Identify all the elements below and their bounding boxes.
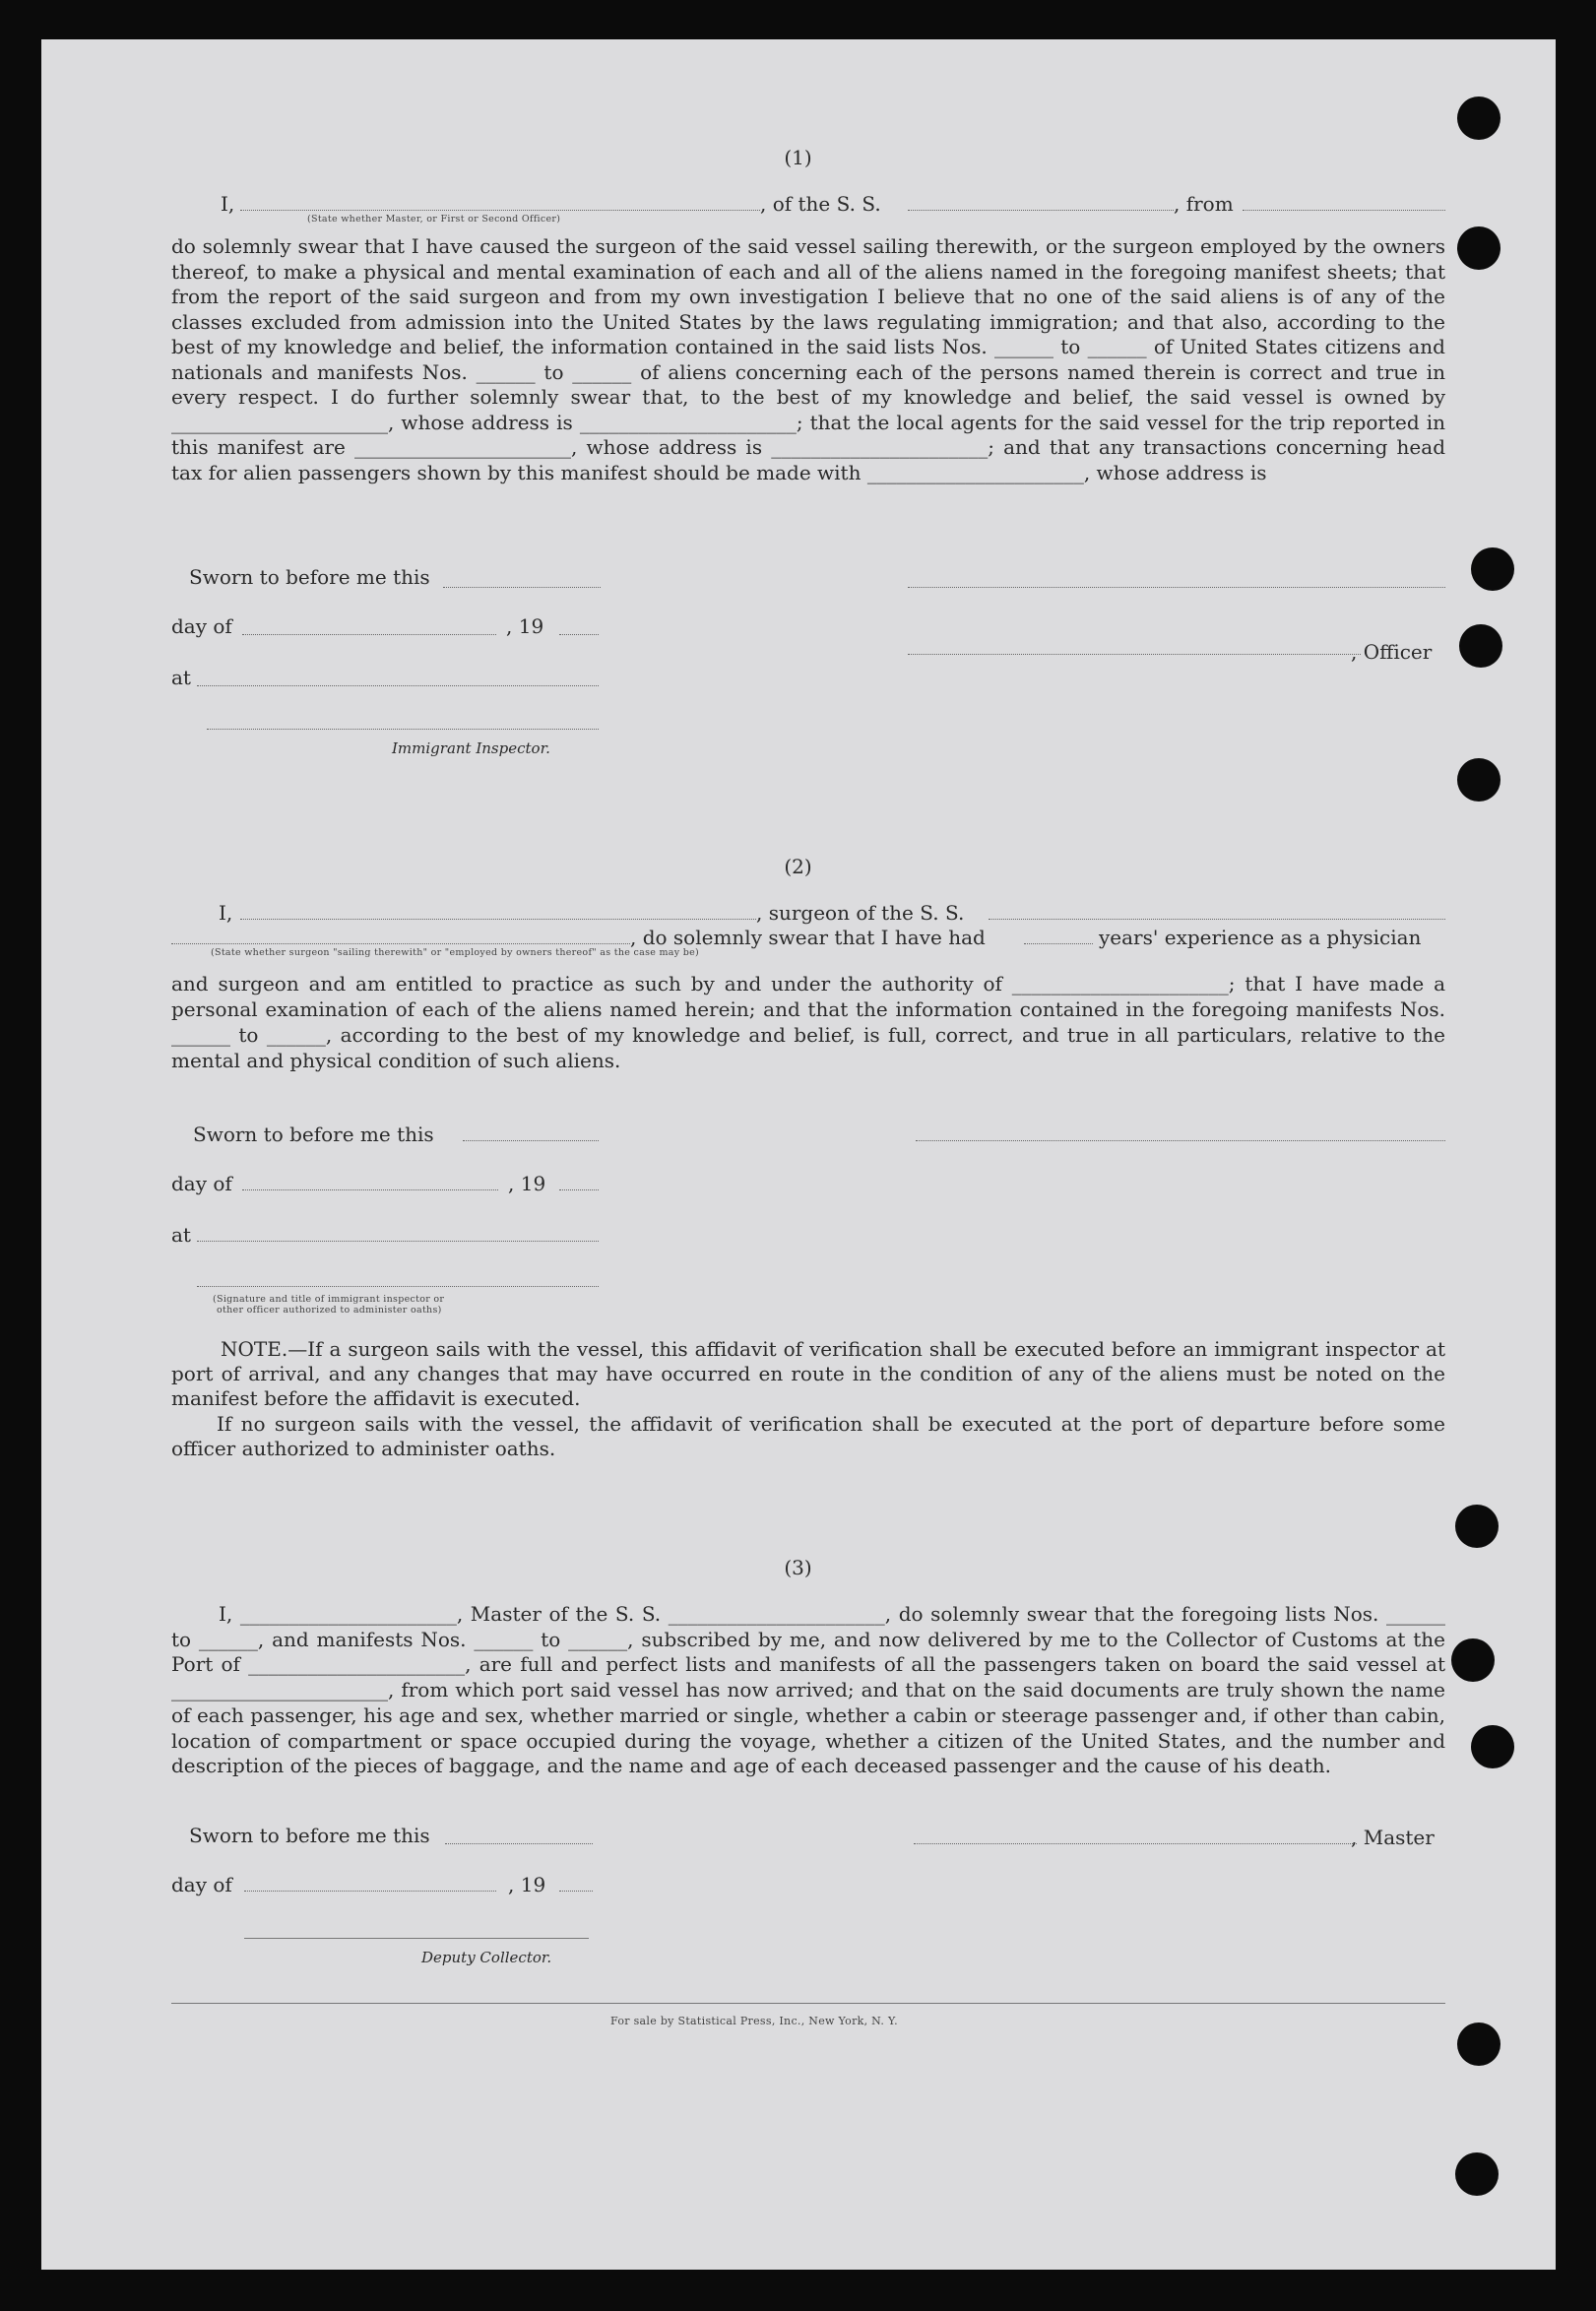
punch-hole	[1455, 2152, 1499, 2196]
s1-year-field[interactable]	[559, 634, 599, 635]
section-3-number: (3)	[784, 1556, 812, 1579]
s1-at-label: at	[171, 666, 191, 689]
s2-year-field[interactable]	[559, 1189, 599, 1190]
s2-officer-sign-line[interactable]	[197, 1286, 599, 1287]
s1-from-port-field[interactable]	[1243, 210, 1445, 211]
s2-day-of-label: day of	[171, 1172, 232, 1195]
s3-oath-text: I, ______________________, Master of the S. S. ______________________, do solemnly swear that the foregoing lists Nos. ______ to ______, and manifests Nos. ______ to ______, subscribed by me, and now delivered by me to the Collector of Customs at the Port of ______________________, are full and perfect lists and manifests of all the passengers taken on board the said vessel at ______________________, from which port said vessel has now arrived; and that on the said documents are truly shown the name of each passenger, his age and sex, whether married or single, whether a cabin or steerage passenger and, if other than cabin, location of compartment or space occupied during the voyage, whether a citizen of the United States, and the number and description of the pieces of baggage, and the name and age of each deceased passenger and the cause of his death.	[171, 1602, 1445, 1778]
s1-inspector-caption: Immigrant Inspector.	[392, 739, 550, 757]
s2-at-label: at	[171, 1223, 191, 1247]
s1-from: , from	[1174, 192, 1234, 216]
section-2-number: (2)	[784, 855, 812, 878]
section-1-number: (1)	[784, 146, 812, 169]
s3-year-field[interactable]	[559, 1891, 593, 1892]
s2-note-2: If no surgeon sails with the vessel, the affidavit of verification shall be executed at the port of departure before some officer authorized to administer oaths.	[171, 1412, 1445, 1460]
s3-sworn-field[interactable]	[445, 1843, 593, 1844]
punch-hole	[1457, 2022, 1500, 2066]
s2-sig-hint-1: (Signature and title of immigrant inspector or	[213, 1294, 445, 1305]
printer-imprint: For sale by Statistical Press, Inc., New York, N. Y.	[610, 2015, 898, 2027]
s1-ship-name-field[interactable]	[908, 210, 1174, 211]
punch-hole	[1457, 226, 1500, 270]
s2-surgeon-name-field[interactable]	[240, 919, 756, 920]
punch-hole	[1455, 1505, 1499, 1548]
s2-sworn-field[interactable]	[463, 1140, 599, 1141]
s2-sworn-label: Sworn to before me this	[193, 1123, 434, 1146]
s2-years-label: years' experience as a physician	[1099, 926, 1422, 949]
s3-year-label: , 19	[508, 1873, 546, 1896]
s3-deputy-caption: Deputy Collector.	[421, 1949, 552, 1966]
s1-signature-line[interactable]	[908, 587, 1445, 588]
s1-at-field[interactable]	[197, 685, 599, 686]
s2-oath-text: and surgeon and am entitled to practice as such by and under the authority of ______________________; that I have made a personal examination of each of the aliens named herein; and that the information contained in the foregoing manifests Nos. ______ to ______, according to the best of my knowledge and belief, is full, correct, and true in all particulars, relative to the mental and physical condition of such aliens.	[171, 972, 1445, 1072]
s1-day-of-label: day of	[171, 614, 232, 638]
punch-hole	[1459, 624, 1502, 668]
s1-officer-label: , Officer	[1351, 640, 1433, 664]
punch-hole	[1471, 547, 1514, 591]
s3-day-field[interactable]	[244, 1891, 496, 1892]
s3-sworn-label: Sworn to before me this	[189, 1824, 430, 1847]
s2-surgeon-of: , surgeon of the S. S.	[756, 901, 965, 925]
s3-day-of-label: day of	[171, 1873, 232, 1896]
punch-hole	[1457, 758, 1500, 802]
s1-officer-line[interactable]	[908, 654, 1361, 655]
s1-i: I,	[221, 192, 235, 216]
s1-inspector-line[interactable]	[207, 729, 599, 730]
s1-officer-field[interactable]	[240, 210, 760, 211]
s1-sworn-field[interactable]	[443, 587, 601, 588]
s2-at-field[interactable]	[197, 1241, 599, 1242]
s1-year-label: , 19	[506, 614, 544, 638]
s1-sworn-label: Sworn to before me this	[189, 565, 430, 589]
punch-hole	[1451, 1638, 1495, 1682]
s1-oath-text: do solemnly swear that I have caused the surgeon of the said vessel sailing therewith, or the surgeon employed by the owners thereof, to make a physical and mental examination of each and all of the aliens named in the foregoing manifest sheets; that from the report of the said surgeon and from my own investigation I believe that no one of the said aliens is of any of the classes excluded from admission into the United States by the laws regulating immigration; and that also, according to the best of my knowledge and belief, the information contained in the said lists Nos. ______ to ______ of United States citizens and nationals and manifests Nos. ______ to ______ of aliens concerning each of the persons named therein is correct and true in every respect. I do further solemnly swear that, to the best of my knowledge and belief, the said vessel is owned by ______________________, whose address is ______________________; that the local agents for the said vessel for the trip reported in this manifest are ______________________, whose address is ______________________; and that any transactions concerning head tax for alien passengers shown by this manifest should be made with ______________________, whose address is	[171, 234, 1445, 484]
s3-master-line[interactable]	[914, 1843, 1357, 1844]
footer-rule	[171, 2003, 1445, 2004]
s1-day-field[interactable]	[242, 634, 496, 635]
s2-i: I,	[219, 901, 233, 925]
s2-ship-name-field[interactable]	[989, 919, 1445, 920]
s2-capacity-field[interactable]	[171, 943, 630, 944]
s3-deputy-line[interactable]	[244, 1938, 589, 1939]
s2-signature-line[interactable]	[916, 1140, 1445, 1141]
s2-years-field[interactable]	[1024, 943, 1093, 944]
s2-note-1: NOTE.—If a surgeon sails with the vessel, this affidavit of verification shall be executed before an immigrant inspector at port of arrival, and any changes that may have occurred en route in the condition of any of the aliens must be noted on the manifest before the affidavit is executed.	[171, 1337, 1445, 1410]
s1-officer-hint: (State whether Master, or First or Second Officer)	[307, 214, 561, 225]
s2-capacity-hint: (State whether surgeon "sailing therewith" or "employed by owners thereof" as the case may be)	[211, 947, 700, 958]
s2-sig-hint-2: other officer authorized to administer oaths)	[217, 1305, 442, 1316]
punch-hole	[1471, 1725, 1514, 1768]
s2-year-label: , 19	[508, 1172, 546, 1195]
s2-day-field[interactable]	[242, 1189, 498, 1190]
s3-master-label: , Master	[1351, 1826, 1435, 1849]
s2-swear: , do solemnly swear that I have had	[630, 926, 986, 949]
punch-hole	[1457, 96, 1500, 140]
s1-of-ss: , of the S. S.	[760, 192, 881, 216]
